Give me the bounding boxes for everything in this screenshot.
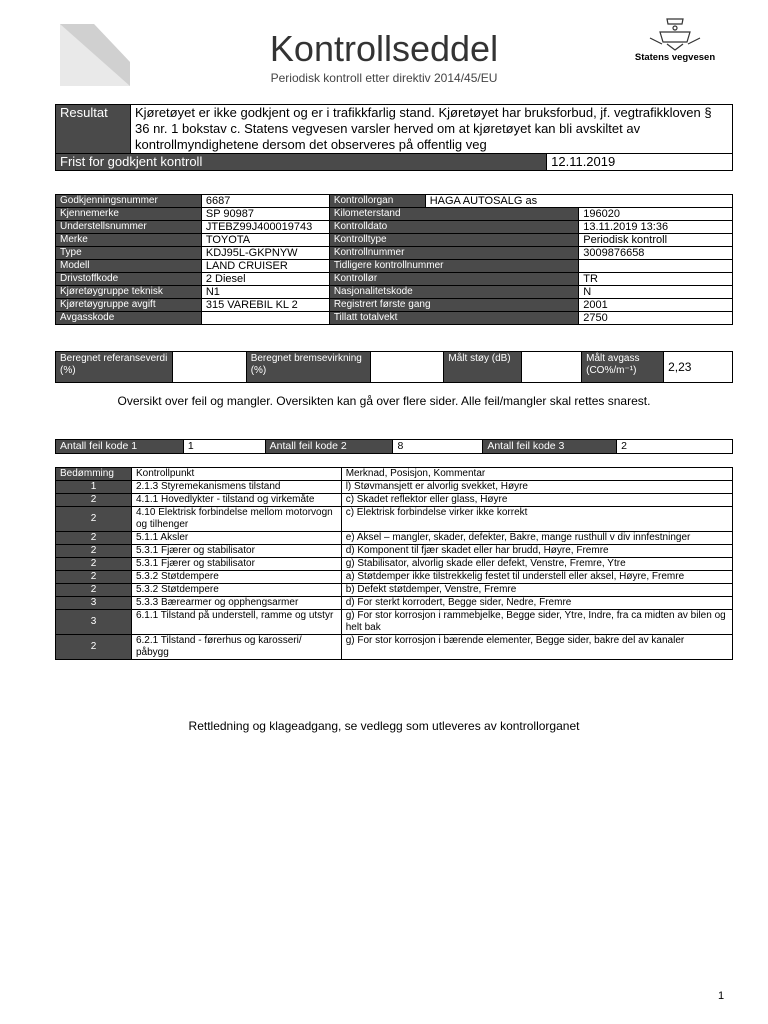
fault-grade: 1 — [56, 481, 132, 494]
page-number: 1 — [718, 990, 725, 1002]
vehicle-value — [201, 312, 329, 325]
fault-grade: 3 — [56, 610, 132, 635]
fault-control-point: 5.3.3 Bærearmer og opphengsarmer — [131, 597, 341, 610]
fault-count-table — [55, 439, 733, 454]
vehicle-row — [56, 312, 733, 325]
vehicle-value: 2001 — [579, 299, 733, 312]
vehicle-label: Godkjenningsnummer — [56, 195, 202, 208]
fault-control-point: 5.3.2 Støtdempere — [131, 584, 341, 597]
vehicle-value: 13.11.2019 13:36 — [579, 221, 733, 234]
vehicle-value: 2750 — [579, 312, 733, 325]
ref-value-label: Beregnet referanseverdi (%) — [56, 352, 173, 383]
noise-label: Målt støy (dB) — [444, 352, 522, 383]
vehicle-value: Periodisk kontroll — [579, 234, 733, 247]
fault-remark: d) Komponent til fjær skadet eller har brudd, Høyre, Fremre — [341, 545, 732, 558]
fault-remark: a) Støtdemper ikke tilstrekkelig festet til understell eller aksel, Høyre, Fremre — [341, 571, 732, 584]
code1-label: Antall feil kode 1 — [56, 440, 184, 454]
vehicle-value: 6687 — [201, 195, 329, 208]
fault-remark: l) Støvmansjett er alvorlig svekket, Høyre — [341, 481, 732, 494]
code1-value: 1 — [183, 440, 265, 454]
fault-control-point: 5.3.1 Fjærer og stabilisator — [131, 545, 341, 558]
exhaust-value: 2,23 — [664, 352, 733, 383]
fault-remark: d) For sterkt korrodert, Begge sider, Nedre, Fremre — [341, 597, 732, 610]
vehicle-value: TR — [579, 273, 733, 286]
vehicle-value: TOYOTA — [201, 234, 329, 247]
fault-grade: 2 — [56, 532, 132, 545]
page-subtitle: Periodisk kontroll etter direktiv 2014/45/EU — [270, 71, 498, 85]
fault-row — [56, 545, 733, 558]
fault-remark: g) For stor korrosjon i rammebjelke, Begge sider, Ytre, Indre, fra ca midten av bilen og helt bak — [341, 610, 732, 635]
vehicle-label: Understellsnummer — [56, 221, 202, 234]
fault-control-point: 4.1.1 Hovedlykter - tilstand og virkemåte — [131, 494, 341, 507]
vehicle-label: Merke — [56, 234, 202, 247]
fault-remark: g) For stor korrosjon i bærende elementer, Begge sider, bakre del av kanaler — [341, 635, 732, 660]
deadline-value: 12.11.2019 — [547, 154, 733, 171]
code2-label: Antall feil kode 2 — [265, 440, 393, 454]
result-label: Resultat — [56, 105, 131, 154]
fault-grade: 2 — [56, 584, 132, 597]
vehicle-row — [56, 208, 733, 221]
fault-remark: g) Stabilisator, alvorlig skade eller defekt, Venstre, Fremre, Ytre — [341, 558, 732, 571]
fault-remark: c) Skadet reflektor eller glass, Høyre — [341, 494, 732, 507]
noise-value — [522, 352, 582, 383]
fault-row — [56, 610, 733, 635]
vehicle-value: LAND CRUISER — [201, 260, 329, 273]
vehicle-label: Modell — [56, 260, 202, 273]
code3-label: Antall feil kode 3 — [483, 440, 617, 454]
fault-grade: 2 — [56, 558, 132, 571]
vehicle-label: Kilometerstand — [329, 208, 578, 221]
vehicle-label: Kontrolltype — [329, 234, 578, 247]
fault-grade: 2 — [56, 545, 132, 558]
vehicle-label: Kontrolldato — [329, 221, 578, 234]
fault-grade: 2 — [56, 494, 132, 507]
vehicle-label: Tidligere kontrollnummer — [329, 260, 578, 273]
vehicle-label: Type — [56, 247, 202, 260]
fault-row — [56, 481, 733, 494]
vehicle-label: Kontrollør — [329, 273, 578, 286]
vehicle-value: 3009876658 — [579, 247, 733, 260]
fault-grade: 2 — [56, 635, 132, 660]
fault-grade: 3 — [56, 597, 132, 610]
page-title: Kontrollseddel — [269, 28, 499, 69]
fault-remark: e) Aksel – mangler, skader, defekter, Bakre, mange rusthull v div innfestninger — [341, 532, 732, 545]
fault-grade: 2 — [56, 507, 132, 532]
overview-text: Oversikt over feil og mangler. Oversikten kan gå over flere sider. Alle feil/mangler skal rettes snarest. — [117, 394, 651, 408]
exhaust-label: Målt avgass (CO%/m⁻¹) — [582, 352, 664, 383]
fault-remark: b) Defekt støtdemper, Venstre, Fremre — [341, 584, 732, 597]
vehicle-value: HAGA AUTOSALG as — [425, 195, 732, 208]
vehicle-value: 2 Diesel — [201, 273, 329, 286]
logo-text: Statens vegvesen — [634, 52, 716, 63]
vehicle-label: Drivstoffkode — [56, 273, 202, 286]
vehicle-label: Kjøretøygruppe avgift — [56, 299, 202, 312]
fault-remark: c) Elektrisk forbindelse virker ikke korrekt — [341, 507, 732, 532]
fault-control-point: 6.1.1 Tilstand på understell, ramme og utstyr — [131, 610, 341, 635]
footer-text: Rettledning og klageadgang, se vedlegg som utleveres av kontrollorganet — [188, 719, 580, 733]
measurements-table — [55, 351, 733, 383]
faults-table — [55, 467, 733, 660]
vehicle-value: 315 VAREBIL KL 2 — [201, 299, 329, 312]
vehicle-label: Kjøretøygruppe teknisk — [56, 286, 202, 299]
vehicle-label: Registrert første gang — [329, 299, 578, 312]
vehicle-row — [56, 260, 733, 273]
vehicle-row — [56, 234, 733, 247]
grade-header: Bedømming — [56, 468, 132, 481]
vehicle-value — [579, 260, 733, 273]
result-table — [55, 104, 733, 171]
fault-control-point: 5.3.2 Støtdempere — [131, 571, 341, 584]
result-text: Kjøretøyet er ikke godkjent og er i trafikkfarlig stand. Kjøretøyet har bruksforbud, jf. vegtrafikkloven § 36 nr. 1 bokstav c. Statens vegvesen varsler herved om at kjøretøyet kan bli avskiltet av kontrollmyndighetene dersom det observeres på offentlig veg — [131, 105, 733, 154]
vehicle-value: N — [579, 286, 733, 299]
vehicle-value: KDJ95L-GKPNYW — [201, 247, 329, 260]
vehicle-label: Kontrollorgan — [329, 195, 425, 208]
fault-row — [56, 532, 733, 545]
vehicle-value: JTEBZ99J400019743 — [201, 221, 329, 234]
point-header: Kontrollpunkt — [131, 468, 341, 481]
fault-control-point: 2.1.3 Styremekanismens tilstand — [131, 481, 341, 494]
ref-value — [172, 352, 246, 383]
fault-control-point: 6.2.1 Tilstand - førerhus og karosseri/ påbygg — [131, 635, 341, 660]
vehicle-row — [56, 195, 733, 208]
fault-control-point: 4.10 Elektrisk forbindelse mellom motorvogn og tilhenger — [131, 507, 341, 532]
deadline-label: Frist for godkjent kontroll — [56, 154, 547, 171]
vehicle-label: Tillatt totalvekt — [329, 312, 578, 325]
fault-row — [56, 558, 733, 571]
vehicle-row — [56, 273, 733, 286]
vehicle-row — [56, 286, 733, 299]
brake-effect-label: Beregnet bremsevirkning (%) — [246, 352, 370, 383]
vehicle-row — [56, 299, 733, 312]
vehicle-info-table — [55, 194, 733, 325]
brake-effect-value — [370, 352, 444, 383]
fault-grade: 2 — [56, 571, 132, 584]
fault-row — [56, 494, 733, 507]
vehicle-label: Nasjonalitetskode — [329, 286, 578, 299]
vehicle-label: Avgasskode — [56, 312, 202, 325]
fault-control-point: 5.1.1 Aksler — [131, 532, 341, 545]
remark-header: Merknad, Posisjon, Kommentar — [341, 468, 732, 481]
vehicle-row — [56, 221, 733, 234]
fault-row — [56, 597, 733, 610]
vehicle-value: 196020 — [579, 208, 733, 221]
vehicle-row — [56, 247, 733, 260]
vehicle-label: Kontrollnummer — [329, 247, 578, 260]
code3-value: 2 — [617, 440, 733, 454]
fault-row — [56, 507, 733, 532]
code2-value: 8 — [393, 440, 483, 454]
vehicle-value: N1 — [201, 286, 329, 299]
fault-row — [56, 635, 733, 660]
fault-row — [56, 584, 733, 597]
vehicle-value: SP 90987 — [201, 208, 329, 221]
vehicle-label: Kjennemerke — [56, 208, 202, 221]
fault-row — [56, 571, 733, 584]
fault-control-point: 5.3.1 Fjærer og stabilisator — [131, 558, 341, 571]
